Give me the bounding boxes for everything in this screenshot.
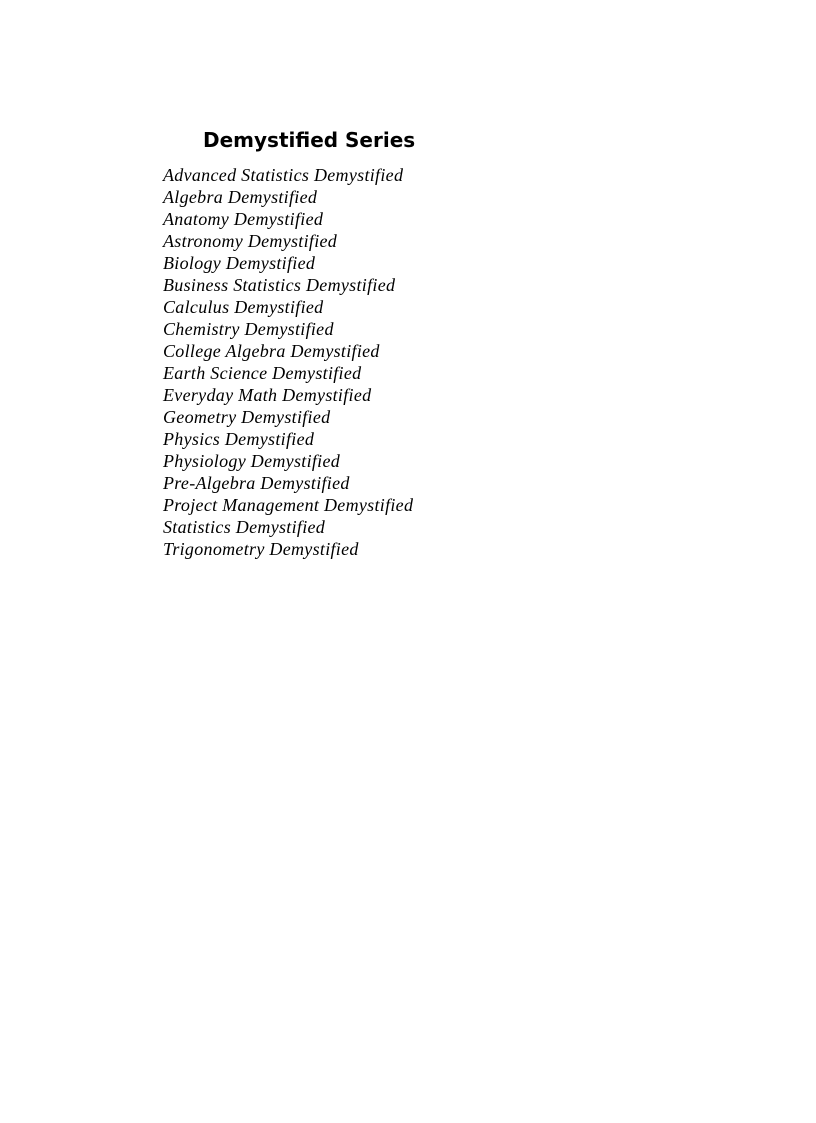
book-title: Algebra Demystified xyxy=(163,187,318,207)
book-title: Trigonometry Demystified xyxy=(163,539,359,559)
book-title: Calculus Demystified xyxy=(163,297,324,317)
book-title: Biology Demystified xyxy=(163,253,316,273)
book-title: Physiology Demystified xyxy=(163,451,341,471)
book-title: Astronomy Demystified xyxy=(163,231,338,251)
book-title: Business Statistics Demystified xyxy=(163,275,396,295)
book-title: Earth Science Demystified xyxy=(163,363,362,383)
book-title: Statistics Demystified xyxy=(163,517,326,537)
book-title: Anatomy Demystified xyxy=(163,209,324,229)
book-title: Chemistry Demystified xyxy=(163,319,334,339)
series-title-list xyxy=(163,164,413,560)
book-title: Physics Demystified xyxy=(163,429,315,449)
book-title: College Algebra Demystified xyxy=(163,341,380,361)
series-heading: Demystified Series xyxy=(203,128,416,152)
book-title: Everyday Math Demystified xyxy=(163,385,372,405)
book-title: Geometry Demystified xyxy=(163,407,331,427)
book-title: Advanced Statistics Demystified xyxy=(163,165,404,185)
book-title: Pre-Algebra Demystified xyxy=(163,473,350,493)
book-title: Project Management Demystified xyxy=(163,495,414,515)
